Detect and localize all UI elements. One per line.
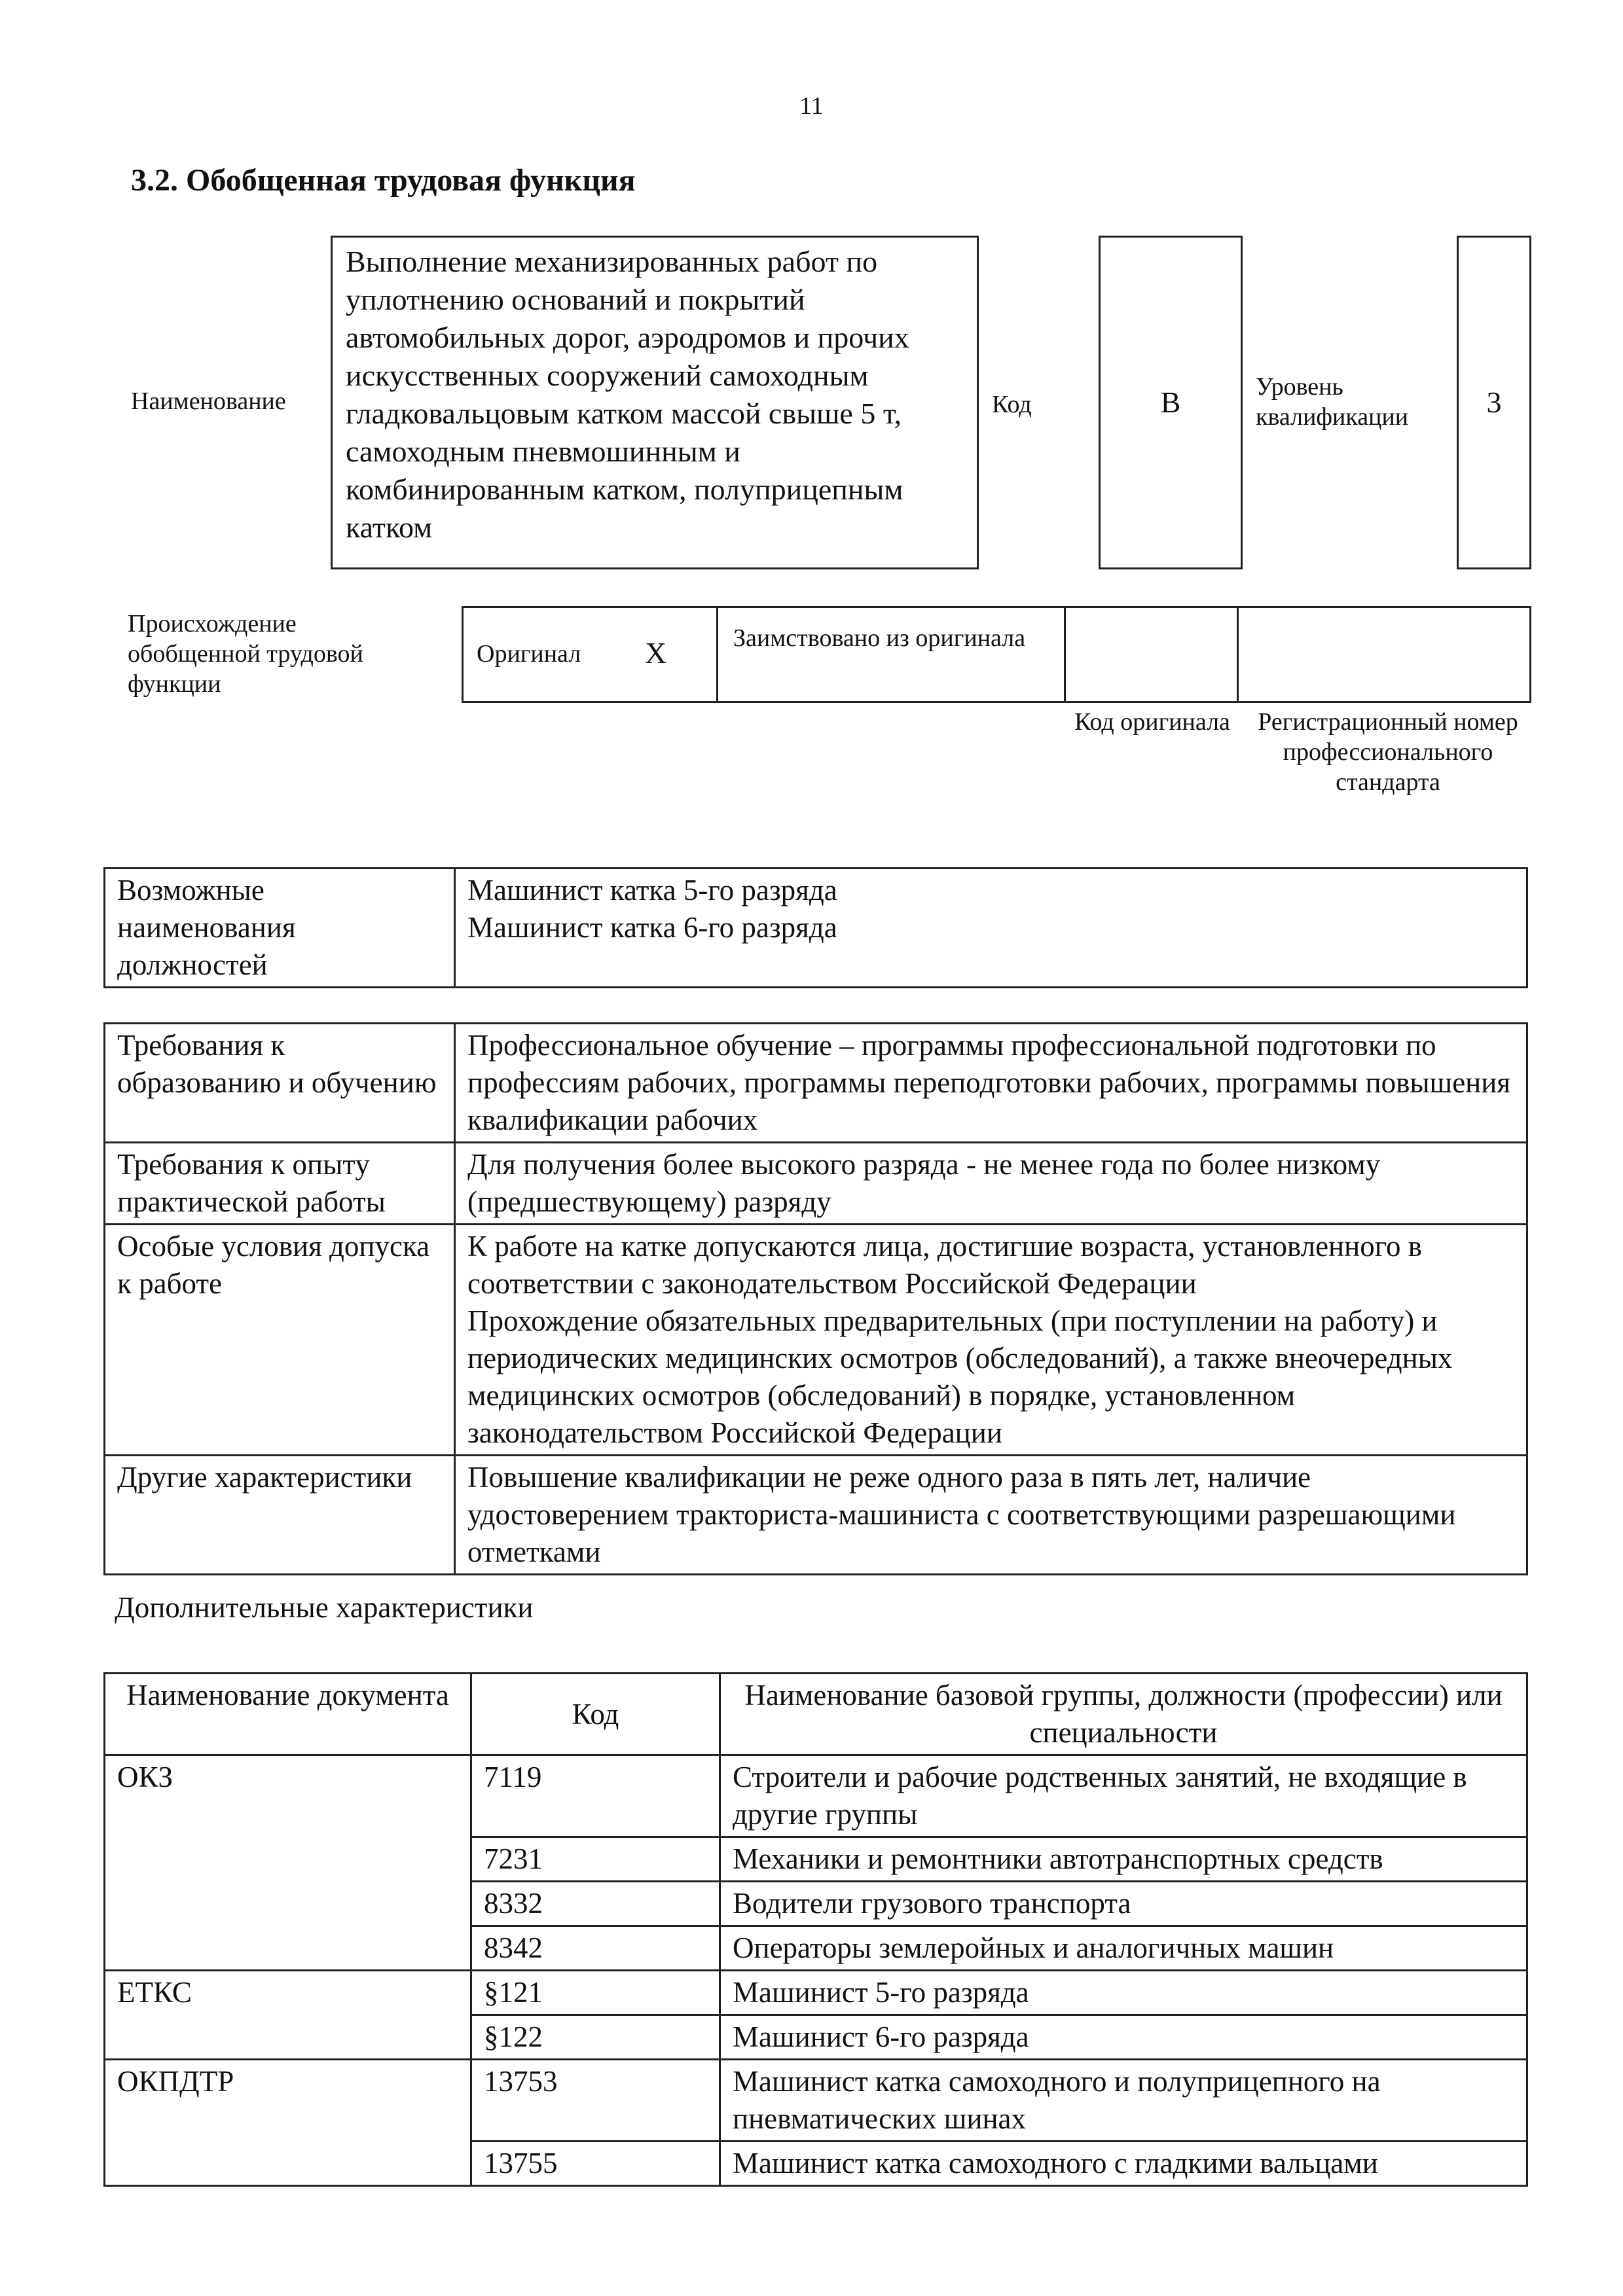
cell-doc bbox=[105, 1882, 471, 1926]
header-code: Код bbox=[471, 1674, 720, 1755]
position-item: Машинист катка 6-го разряда bbox=[467, 911, 837, 944]
origin-divider-3 bbox=[1237, 606, 1239, 703]
name-value: Выполнение механизированных работ по уплотнению оснований и покрытий автомобильных дорог, аэродромов и прочих искусственных сооружений самоходным гладковальцовым катком массой свыше 5 т, самоходным пневмошинным и комбинированным катком, полуприцепным катком bbox=[346, 245, 909, 544]
cell-code: 7231 bbox=[471, 1837, 720, 1882]
code-value: B bbox=[1160, 386, 1181, 419]
cell-name: Строители и рабочие родственных занятий, не входящие в другие группы bbox=[720, 1755, 1527, 1837]
table-row bbox=[105, 2142, 1527, 2186]
positions-label: Возможные наименования должностей bbox=[105, 869, 455, 988]
cell-name: Машинист катка самоходного и полуприцепного на пневматических шинах bbox=[720, 2060, 1527, 2142]
req-value: Прохождение обязательных предварительных (при поступлении на работу) и периодических медицинских осмотров (обследований), а также внеочередных медицинских осмотров (обследований) в порядке, установленном законодательством Российской Федерации bbox=[467, 1304, 1453, 1449]
cell-doc: ЕТКС bbox=[105, 1971, 471, 2015]
original-mark: X bbox=[645, 636, 667, 670]
cell-name: Механики и ремонтники автотранспортных средств bbox=[720, 1837, 1527, 1882]
level-label: Уровень квалификации bbox=[1256, 373, 1409, 431]
req-value: К работе на катке допускаются лица, достигшие возраста, установленного в соответствии с законодательством Российской Федерации bbox=[467, 1230, 1423, 1300]
req-label: Другие характеристики bbox=[105, 1456, 455, 1575]
position-item: Машинист катка 5-го разряда bbox=[467, 874, 837, 906]
positions-table bbox=[103, 867, 1528, 988]
header-doc: Наименование документа bbox=[105, 1674, 471, 1755]
table-row bbox=[105, 2015, 1527, 2060]
requirements-table bbox=[103, 1022, 1528, 1575]
origin-divider-1 bbox=[716, 606, 718, 703]
level-box bbox=[1457, 236, 1531, 569]
req-label: Требования к опыту практической работы bbox=[105, 1143, 455, 1225]
cell-code: 8332 bbox=[471, 1882, 720, 1926]
section-title: 3.2. Обобщенная трудовая функция bbox=[131, 163, 636, 198]
cell-doc bbox=[105, 2142, 471, 2186]
header-name: Наименование базовой группы, должности (профессии) или специальности bbox=[720, 1674, 1527, 1755]
cell-code: 13753 bbox=[471, 2060, 720, 2142]
cell-doc bbox=[105, 2015, 471, 2060]
req-label: Требования к образованию и обучению bbox=[105, 1024, 455, 1143]
origin-divider-2 bbox=[1064, 606, 1066, 703]
table-row bbox=[105, 1971, 1527, 2015]
reg-number-caption: Регистрационный номер профессионального стандарта bbox=[1258, 708, 1518, 796]
name-box bbox=[331, 236, 979, 569]
cell-code: §121 bbox=[471, 1971, 720, 2015]
cell-name: Машинист 6-го разряда bbox=[720, 2015, 1527, 2060]
additional-table bbox=[103, 1672, 1528, 2187]
req-value: Профессиональное обучение – программы профессиональной подготовки по профессиям рабочих, программы переподготовки рабочих, программы повышения квалификации рабочих bbox=[455, 1024, 1527, 1143]
code-original-caption: Код оригинала bbox=[1074, 708, 1230, 736]
origin-label: Происхождение обобщенной трудовой функции bbox=[128, 610, 363, 698]
original-label: Оригинал bbox=[477, 640, 581, 668]
table-row bbox=[105, 1926, 1527, 1971]
cell-name: Водители грузового транспорта bbox=[720, 1882, 1527, 1926]
table-row bbox=[105, 2060, 1527, 2142]
code-box bbox=[1099, 236, 1243, 569]
table-row bbox=[105, 1755, 1527, 1837]
req-value-cell bbox=[455, 1225, 1527, 1456]
req-label: Особые условия допуска к работе bbox=[105, 1225, 455, 1456]
page-number: 11 bbox=[799, 92, 824, 120]
cell-doc bbox=[105, 1837, 471, 1882]
req-value: Повышение квалификации не реже одного раза в пять лет, наличие удостоверением тракториста-машиниста с соответствующими разрешающими отметками bbox=[455, 1456, 1527, 1575]
cell-name: Машинист катка самоходного с гладкими вальцами bbox=[720, 2142, 1527, 2186]
borrowed-label: Заимствовано из оригинала bbox=[733, 624, 1026, 652]
code-label: Код bbox=[992, 391, 1032, 418]
origin-box bbox=[462, 606, 1531, 703]
cell-name: Машинист 5-го разряда bbox=[720, 1971, 1527, 2015]
name-label: Наименование bbox=[131, 387, 286, 415]
cell-name: Операторы землеройных и аналогичных машин bbox=[720, 1926, 1527, 1971]
cell-code: 13755 bbox=[471, 2142, 720, 2186]
cell-code: §122 bbox=[471, 2015, 720, 2060]
positions-values bbox=[455, 869, 1527, 988]
table-row bbox=[105, 1837, 1527, 1882]
cell-doc: ОКЗ bbox=[105, 1755, 471, 1837]
level-value: 3 bbox=[1486, 386, 1502, 419]
cell-code: 7119 bbox=[471, 1755, 720, 1837]
cell-doc: ОКПДТР bbox=[105, 2060, 471, 2142]
additional-title: Дополнительные характеристики bbox=[115, 1591, 534, 1624]
req-value: Для получения более высокого разряда - не менее года по более низкому (предшествующему) разряду bbox=[455, 1143, 1527, 1225]
table-row bbox=[105, 1882, 1527, 1926]
cell-code: 8342 bbox=[471, 1926, 720, 1971]
cell-doc bbox=[105, 1926, 471, 1971]
